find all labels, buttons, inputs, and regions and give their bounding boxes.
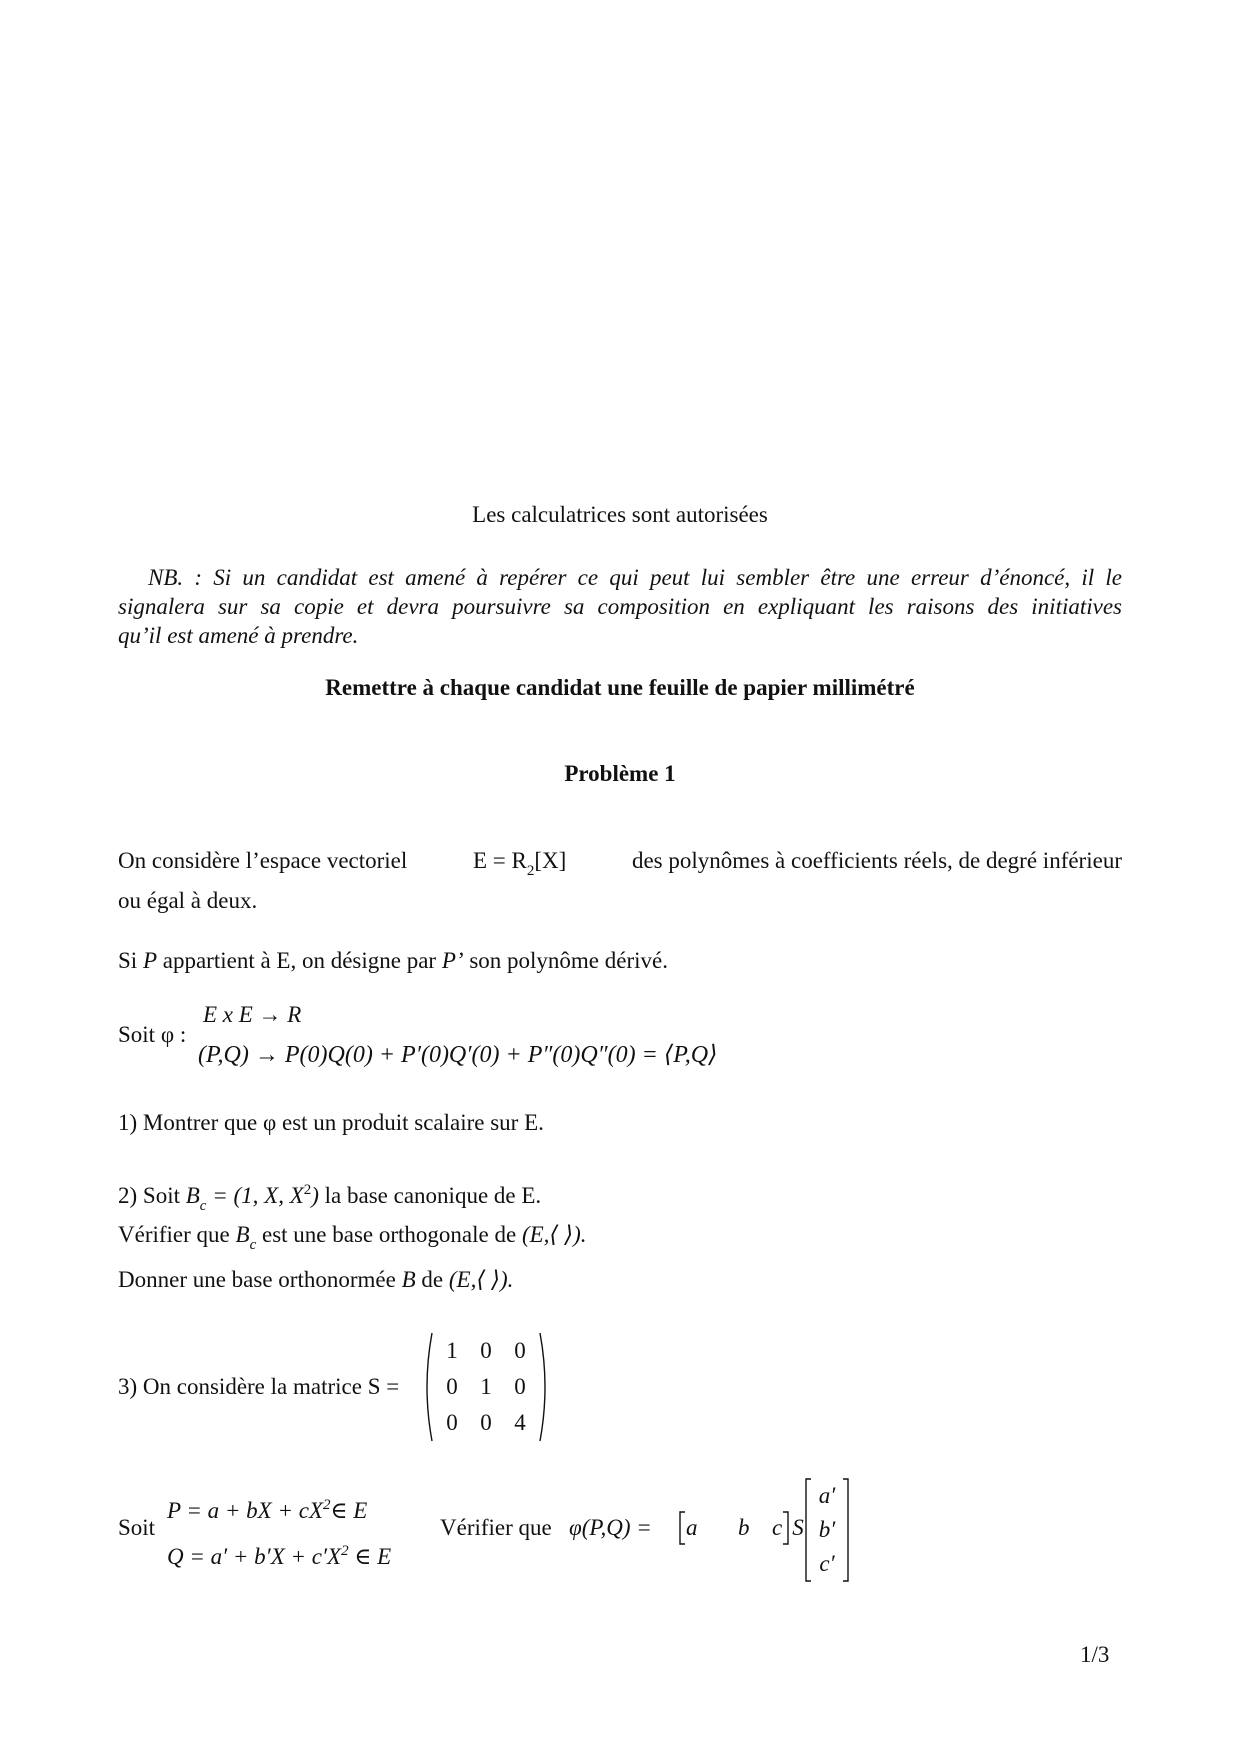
matrix-cell: 0 <box>446 1374 458 1399</box>
q2-give-space: (E,⟨ ⟩). <box>448 1267 514 1292</box>
intro-e: E = R <box>472 848 527 873</box>
q2-give-a: Donner une base orthonormée <box>118 1267 396 1292</box>
matrix-right-paren <box>539 1331 551 1443</box>
matrix-s <box>421 1331 551 1443</box>
row-c: c <box>772 1515 783 1540</box>
soit-pq-label: Soit <box>118 1515 156 1540</box>
page-number: 1/3 <box>1080 1642 1110 1667</box>
matrix-cell: 0 <box>446 1410 458 1435</box>
nb-line-2: signalera sur sa copie et devra poursuivre sa composition en expliquant les raisons des initiatives <box>118 594 1122 619</box>
p-def: P = a + bX + cX <box>167 1498 324 1523</box>
row-right-bracket <box>782 1511 790 1545</box>
deriv-pp: P’ <box>441 948 464 973</box>
nb-line-1: NB. : Si un candidat est amené à repérer ce qui peut lui sembler être une erreur d’énoncé, il le <box>148 565 1122 590</box>
col-a: a′ <box>818 1483 836 1508</box>
p-definition <box>167 1490 367 1526</box>
q-sup: 2 <box>341 1543 349 1559</box>
deriv-a: Si <box>118 948 138 973</box>
question-3 <box>118 1372 399 1402</box>
intro-space-def <box>473 846 566 886</box>
q2-basis-sup: 2 <box>303 1182 312 1198</box>
question-2-line-2 <box>118 1220 587 1260</box>
intro-line-2: ou égal à deux. <box>118 888 258 913</box>
question-2-line-3 <box>118 1265 513 1295</box>
calculators-note: Les calculatrices sont autorisées <box>472 502 768 527</box>
q2-soit: 2) Soit <box>118 1183 180 1208</box>
deriv-p: P <box>142 948 157 973</box>
q2-verify-bc: B <box>235 1222 250 1247</box>
matrix-cell: 0 <box>480 1338 492 1363</box>
matrix-cell: 0 <box>514 1338 526 1363</box>
p-in: ∈ E <box>330 1498 368 1523</box>
col-b: b′ <box>818 1517 836 1542</box>
intro-sub: 2 <box>526 863 535 879</box>
col-c: c′ <box>819 1551 835 1576</box>
col-grid <box>812 1479 842 1581</box>
q3-s-label: S = <box>367 1374 400 1399</box>
col-right-bracket <box>842 1478 850 1582</box>
intro-text-b: des polynômes à coefficients réels, de degré inférieur <box>631 848 1122 873</box>
map-domain: E x E → R <box>203 1002 302 1027</box>
intro-line-1 <box>118 846 1122 886</box>
column-vector <box>804 1478 850 1582</box>
q2-basis-close: ) <box>311 1183 319 1208</box>
matrix-cell: 1 <box>446 1338 458 1363</box>
derivative-line <box>118 946 668 976</box>
q2-verify-space: (E,⟨ ⟩). <box>521 1222 587 1247</box>
p-sup: 2 <box>323 1497 331 1513</box>
q3-text: 3) On considère la matrice <box>118 1374 362 1399</box>
intro-text-a: On considère l’espace vectoriel <box>118 848 408 873</box>
matrix-grid <box>433 1333 539 1441</box>
q2-give-c: de <box>421 1267 444 1292</box>
q2-basis-desc: la base canonique de E. <box>324 1183 542 1208</box>
q-def: Q = a′ + b′X + c′X <box>167 1544 342 1569</box>
q2-bc: B <box>185 1183 200 1208</box>
nb-notice <box>118 563 1122 650</box>
row-a: a <box>686 1515 698 1540</box>
matrix-cell: 4 <box>514 1410 526 1435</box>
matrix-cell: 1 <box>480 1374 492 1399</box>
matrix-cell: 0 <box>514 1374 526 1399</box>
verify-phi: φ(P,Q) = <box>569 1515 652 1540</box>
matrix-cell: 0 <box>480 1410 492 1435</box>
remettre-instruction: Remettre à chaque candidat une feuille de papier millimétré <box>325 675 915 700</box>
map-formula: (P,Q) → P(0)Q(0) + P′(0)Q′(0) + P″(0)Q″(0) = ⟨P,Q⟩ <box>198 1042 718 1068</box>
row-s: S <box>792 1515 804 1540</box>
q2-bc-sub: c <box>199 1198 207 1214</box>
q2-verify-b: est une base orthogonale de <box>261 1222 517 1247</box>
verify-text: Vérifier que <box>440 1515 552 1540</box>
matrix-left-paren <box>421 1331 433 1443</box>
deriv-c: son polynôme dérivé. <box>469 948 668 973</box>
q-definition <box>167 1536 391 1572</box>
nb-line-3: qu’il est amené à prendre. <box>118 623 359 648</box>
q2-verify-bc-sub: c <box>249 1237 257 1253</box>
q2-basis: = (1, X, X <box>212 1183 304 1208</box>
soit-phi-label: Soit φ : <box>118 1022 187 1047</box>
intro-bracket: [X] <box>534 848 567 873</box>
deriv-b: appartient à E, on désigne par <box>162 948 437 973</box>
question-2-line-1 <box>118 1175 541 1221</box>
q2-verify-a: Vérifier que <box>118 1222 230 1247</box>
q2-give-b: B <box>401 1267 416 1292</box>
row-b: b <box>738 1515 750 1540</box>
question-1: 1) Montrer que φ est un produit scalaire sur E. <box>118 1110 544 1135</box>
row-left-bracket <box>678 1511 686 1545</box>
col-left-bracket <box>804 1478 812 1582</box>
row-vector <box>678 1511 804 1545</box>
problem-title: Problème 1 <box>564 761 676 786</box>
q-in: ∈ E <box>354 1544 392 1569</box>
